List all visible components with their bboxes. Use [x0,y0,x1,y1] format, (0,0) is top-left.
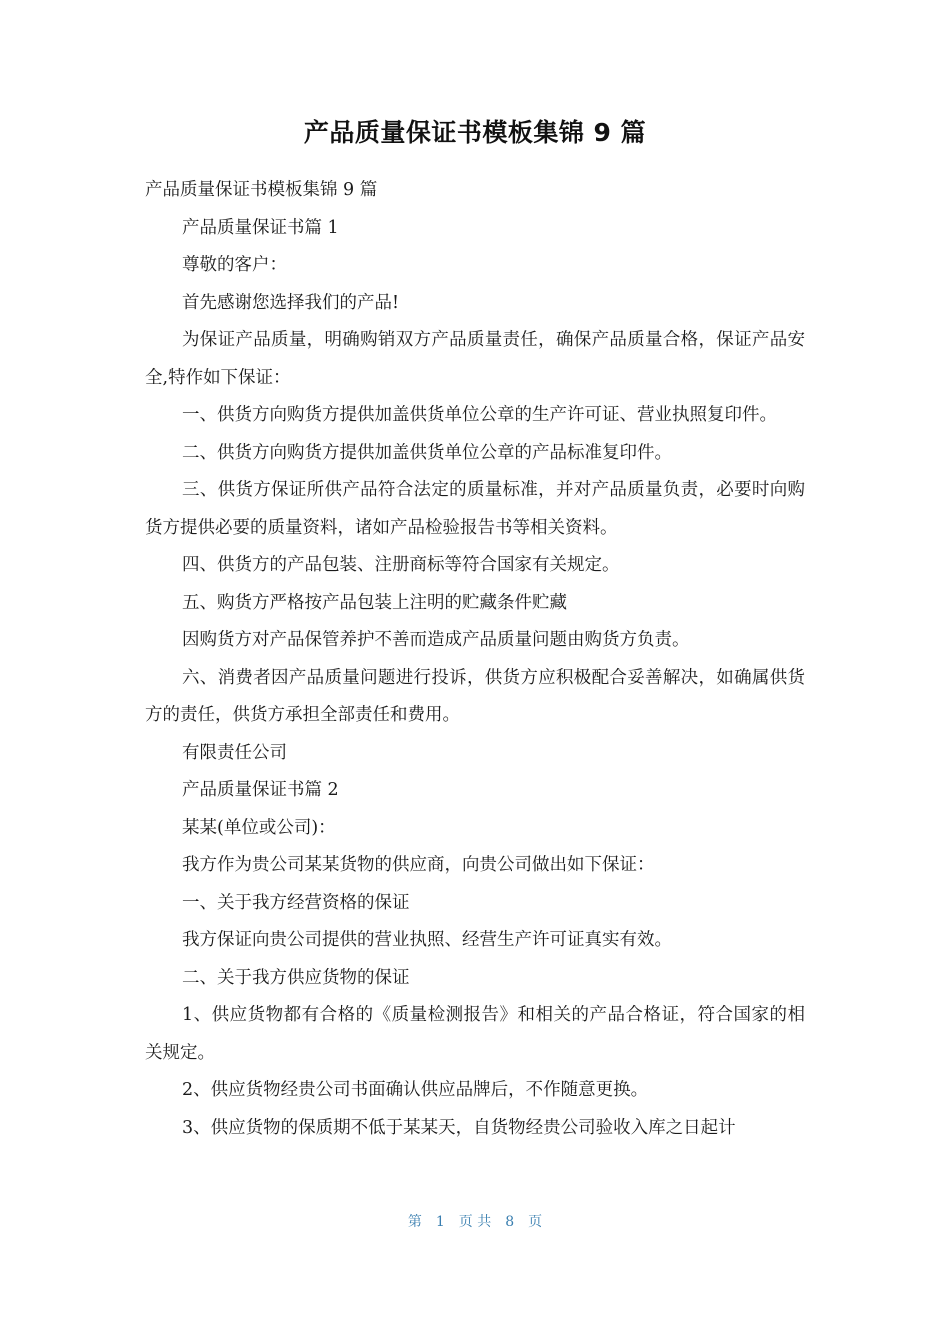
page-footer [0,1210,950,1234]
clause-item: 五、购货方严格按产品包装上注明的贮藏条件贮藏 [182,592,567,613]
clause-item: 二、供货方向购货方提供加盖供货单位公章的产品标准复印件。 [182,442,672,463]
signature-company: 有限责任公司 [182,742,287,763]
section-heading-2: 产品质量保证书篇 2 [182,780,339,800]
footer-total-pages: 8 [505,1214,515,1230]
document-title: 产品质量保证书模板集锦 9 篇 [303,118,647,147]
paragraph: 首先感谢您选择我们的产品! [182,292,400,313]
clause-heading: 一、关于我方经营资格的保证 [182,892,410,913]
footer-suffix: 页 [528,1214,543,1230]
paragraph: 我方作为贵公司某某货物的供应商，向贵公司做出如下保证： [182,855,655,875]
salutation: 尊敬的客户： [182,255,287,275]
salutation: 某某(单位或公司)： [182,817,336,838]
clause-item: 六、消费者因产品质量问题进行投诉，供货方应积极配合妥善解决，如确属供货方的责任，供货方承担全部责任和费用。 [145,667,805,725]
section-heading-1: 产品质量保证书篇 1 [182,217,339,238]
paragraph-intro: 产品质量保证书模板集锦 9 篇 [145,180,378,200]
document-body [145,172,805,1147]
paragraph: 因购货方对产品保管养护不善而造成产品质量问题由购货方负责。 [182,630,690,650]
paragraph: 我方保证向贵公司提供的营业执照、经营生产许可证真实有效。 [182,930,672,950]
clause-item: 一、供货方向购货方提供加盖供货单位公章的生产许可证、营业执照复印件。 [182,405,777,425]
paragraph: 为保证产品质量，明确购销双方产品质量责任，确保产品质量合格，保证产品安全,特作如下保证： [145,330,805,388]
clause-item: 四、供货方的产品包装、注册商标等符合国家有关规定。 [182,555,620,575]
clause-item: 2、供应货物经贵公司书面确认供应品牌后，不作随意更换。 [182,1080,649,1100]
footer-mid: 页 共 [458,1214,492,1230]
clause-item: 1、供应货物都有合格的《质量检测报告》和相关的产品合格证，符合国家的相关规定。 [145,1005,805,1063]
footer-prefix: 第 [407,1214,422,1230]
clause-heading: 二、关于我方供应货物的保证 [182,967,410,988]
clause-item: 三、供货方保证所供产品符合法定的质量标准，并对产品质量负责，必要时向购货方提供必要的质量资料，诸如产品检验报告书等相关资料。 [145,480,805,538]
footer-current-page: 1 [435,1214,445,1230]
clause-item: 3、供应货物的保质期不低于某某天，自货物经贵公司验收入库之日起计 [182,1117,736,1138]
